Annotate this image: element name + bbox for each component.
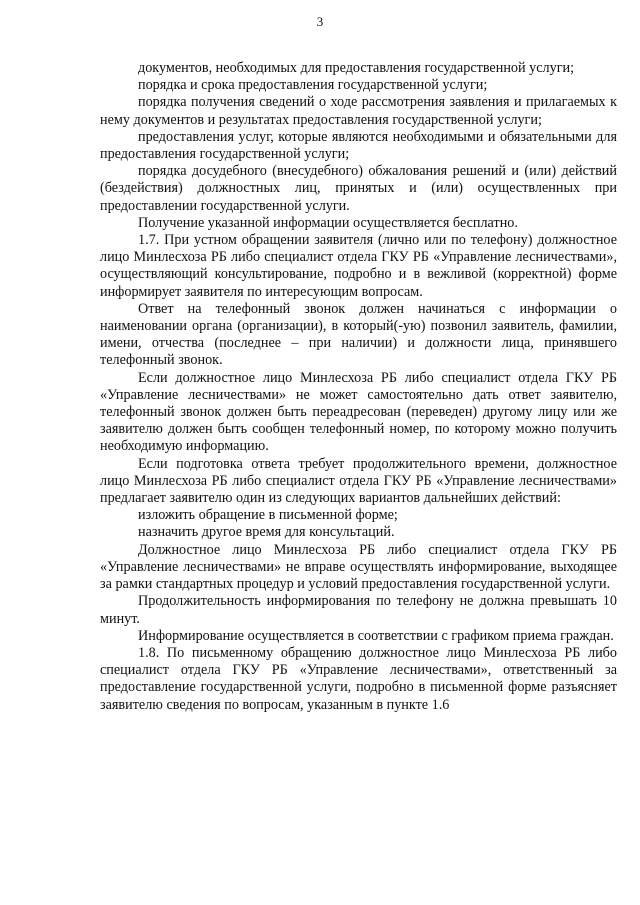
paragraph: Если должностное лицо Минлесхоза РБ либо специалист отдела ГКУ РБ «Управление лесничествами» не может самостоятельно дать ответ заявителю, телефонный звонок должен быть переадресован (переведен) другому лицу или же заявителю должен быть сообщен телефонный номер, по которому можно получить необходимую информацию.: [100, 369, 617, 455]
paragraph: предоставления услуг, которые являются необходимыми и обязательными для предоставления государственной услуги;: [100, 128, 617, 163]
paragraph: 1.7. При устном обращении заявителя (лично или по телефону) должностное лицо Минлесхоза РБ либо специалист отдела ГКУ РБ «Управление лесничествами», осуществляющий консультирование, подробно и в вежливой (корректной) форме информирует заявителя по интересующим вопросам.: [100, 232, 617, 300]
paragraph: Если подготовка ответа требует продолжительного времени, должностное лицо Минлесхоза РБ либо специалист отдела ГКУ РБ «Управление лесничествами» предлагает заявителю один из следующих вариантов дальнейших действий:: [100, 455, 617, 507]
paragraph: Информирование осуществляется в соответствии с графиком приема граждан.: [138, 627, 614, 644]
paragraph: Должностное лицо Минлесхоза РБ либо специалист отдела ГКУ РБ «Управление лесничествами» не вправе осуществлять информирование, выходящее за рамки стандартных процедур и условий предоставления государственной услуги.: [100, 541, 617, 593]
body-text: [100, 60, 617, 714]
paragraph: порядка получения сведений о ходе рассмотрения заявления и прилагаемых к нему документов и результатах предоставления государственной услуги;: [100, 94, 617, 128]
paragraph: изложить обращение в письменной форме;: [138, 507, 398, 524]
paragraph: Продолжительность информирования по телефону не должна превышать 10 минут.: [100, 593, 617, 627]
paragraph: порядка досудебного (внесудебного) обжалования решений и (или) действий (бездействия) должностных лиц, принятых и (или) осуществленных при предоставлении государственной услуги.: [100, 163, 617, 214]
paragraph: порядка и срока предоставления государственной услуги;: [138, 77, 488, 94]
paragraph: Ответ на телефонный звонок должен начинаться с информации о наименовании органа (организации), в который(-ую) позвонил заявитель, фамилии, имени, отчества (последнее – при наличии) и должности лица, принявшего телефонный звонок.: [100, 300, 617, 369]
paragraph: Получение указанной информации осуществляется бесплатно.: [138, 214, 518, 231]
paragraph: документов, необходимых для предоставления государственной услуги;: [138, 60, 575, 76]
paragraph: назначить другое время для консультаций.: [138, 524, 395, 541]
paragraph: 1.8. По письменному обращению должностное лицо Минлесхоза РБ либо специалист отдела ГКУ РБ «Управление лесничествами», ответственный за предоставление государственной услуги, подробно в письменной форме разъясняет заявителю сведения по вопросам, указанным в пункте 1.6: [100, 644, 617, 713]
page-number: 3: [316, 14, 324, 29]
